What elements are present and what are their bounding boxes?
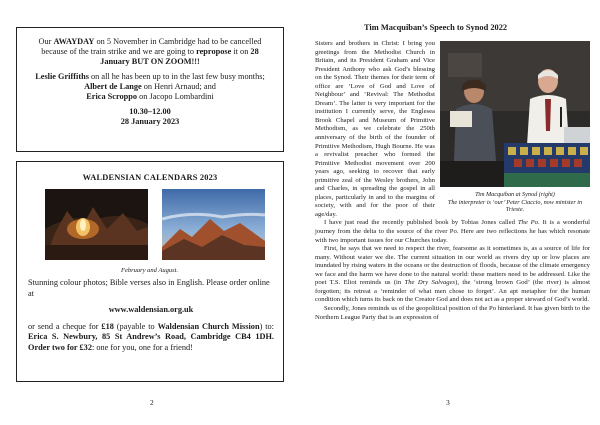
speaker-1 (27, 72, 273, 82)
speaker-name: Leslie Griffiths (35, 72, 89, 81)
page-number-left: 2 (150, 398, 154, 407)
notice-date (27, 117, 273, 127)
order-text: : one for you, one for a friend! (91, 342, 193, 352)
order-address: Erica S. Newbury, 85 St Andrew’s Road, Cambridge CB4 1DH. Order two for £32 (28, 332, 274, 352)
synod-photo-caption (440, 191, 590, 214)
calendar-description: Stunning colour photos; Bible verses also in English. Please order online at (28, 278, 270, 298)
para-text: ), the ‘strong brown God’ (the river) is almost forgotten; its retreat a ‘reminder of what men chose to forget’. An apt metaphor for the human condition which turns its back on the Creator God and does not act as a proper steward of God’s world. (315, 279, 591, 304)
article-body (315, 40, 590, 322)
notice-repropose: repropose (196, 47, 232, 56)
order-payee: Waldensian Church Mission (157, 321, 260, 331)
awayday-notice-box (16, 27, 284, 152)
article-paragraph-2 (315, 219, 590, 245)
synod-photo-figure (440, 41, 590, 214)
poem-title: The Dry Salvages (404, 279, 456, 287)
calendar-photo-august (162, 189, 265, 260)
calendar-photo-caption: February and August. (121, 267, 179, 274)
speaker-topic: on Jacopo Lombardini (137, 92, 214, 101)
calendar-website: www.waldensian.org.uk (108, 305, 194, 314)
awayday-paragraph (27, 37, 273, 67)
caption-line-2: The interpreter is ‘our’ Peter Ciaccio, now minister in Trieste. (447, 198, 583, 213)
notice-text: on 5 November in Cambridge had to be cancelled because of the train strike and we are going to (41, 37, 262, 56)
para-text: I have just read the recently published book by Tobias Jones called (324, 219, 518, 227)
synod-photo (440, 41, 590, 187)
date-text: 28 January 2023 (120, 117, 180, 126)
order-text: or send a cheque for (28, 321, 102, 331)
page-number-right: 3 (446, 398, 450, 407)
article-paragraph-1: Sisters and brothers in Christ: I bring you greetings from the Methodist Church in Britain, and its President Graham and Vice President Anthony who ask God’s blessing on the Synod. Their themes for their term of office are ‘Love of God and Love of Neighbour’ and ‘Revival: The Methodist Dream’. The latter is very important for the institution I currently serve, the Englesea Brook Chapel and Museum of Primitive Methodism, as we celebrate the 250th anniversary of the birth of the founder of Primitive Methodism, Hugh Bourne. He was a revivalist preacher who formed the Primitive Methodist movement over 200 years ago, seeking to recover that early primitive zeal of the Wesley brothers, John and Charles, in spreading the gospel in all places, particularly in and to the margins of society, with and for the poor of their age/day. (315, 40, 435, 218)
order-price: £18 (101, 321, 114, 331)
speaker-name: Erica Scroppo (86, 92, 138, 101)
order-text: (payable to (113, 321, 158, 331)
article-paragraph-4: Secondly, Jones reminds us of the geopolitical position of the Po hinterland. It has given birth to the Northern League Party that is an expression of (315, 304, 590, 321)
notice-text: it on (231, 47, 251, 56)
calendar-text (28, 278, 274, 353)
calendars-heading: WALDENSIAN CALENDARS 2023 (82, 173, 218, 182)
notice-awayday: AWAYDAY (53, 37, 95, 46)
speaker-topic: on Henri Arnaud; and (141, 82, 216, 91)
calendar-photo-february (45, 189, 148, 260)
calendars-box (16, 161, 284, 382)
para-text: First, he says that we need to respect the river, fearsome as it sometimes is, as a source of life for many. Without water we die. The current situation in our world as rivers dry up or low places are inundated by rising waters in the oceans or the destruction of floods, because of the climate emergency we face and the harm we have done to the natural world: these matters need to be addressed. Like the poet T.S. Eliot reminds us (in (315, 245, 590, 287)
calendar-order-details (28, 322, 274, 354)
time-text: 10.30–12.00 (129, 107, 171, 116)
article-title: Tim Macquiban’s Speech to Synod 2022 (364, 23, 508, 32)
speaker-topic: on all he has been up to in the last few busy months; (88, 72, 265, 81)
order-text: ) to: (259, 321, 274, 331)
para-text: . It is a wonderful journey from the delta to the source of the river Po. Here are two reflections he has which resonate with two important issues for our Churches today. (315, 219, 590, 244)
speaker-3 (27, 92, 273, 102)
speaker-2 (27, 82, 273, 92)
notice-time (27, 107, 273, 117)
notice-zoom-date: 28 January BUT ON ZOOM!!! (100, 47, 259, 66)
speaker-name: Albert de Lange (84, 82, 142, 91)
notice-text: Our (38, 37, 54, 46)
article-paragraph-3 (315, 245, 590, 305)
book-title: The Po (517, 219, 539, 227)
caption-line-1: Tim Macquiban at Synod (right) (475, 191, 555, 198)
